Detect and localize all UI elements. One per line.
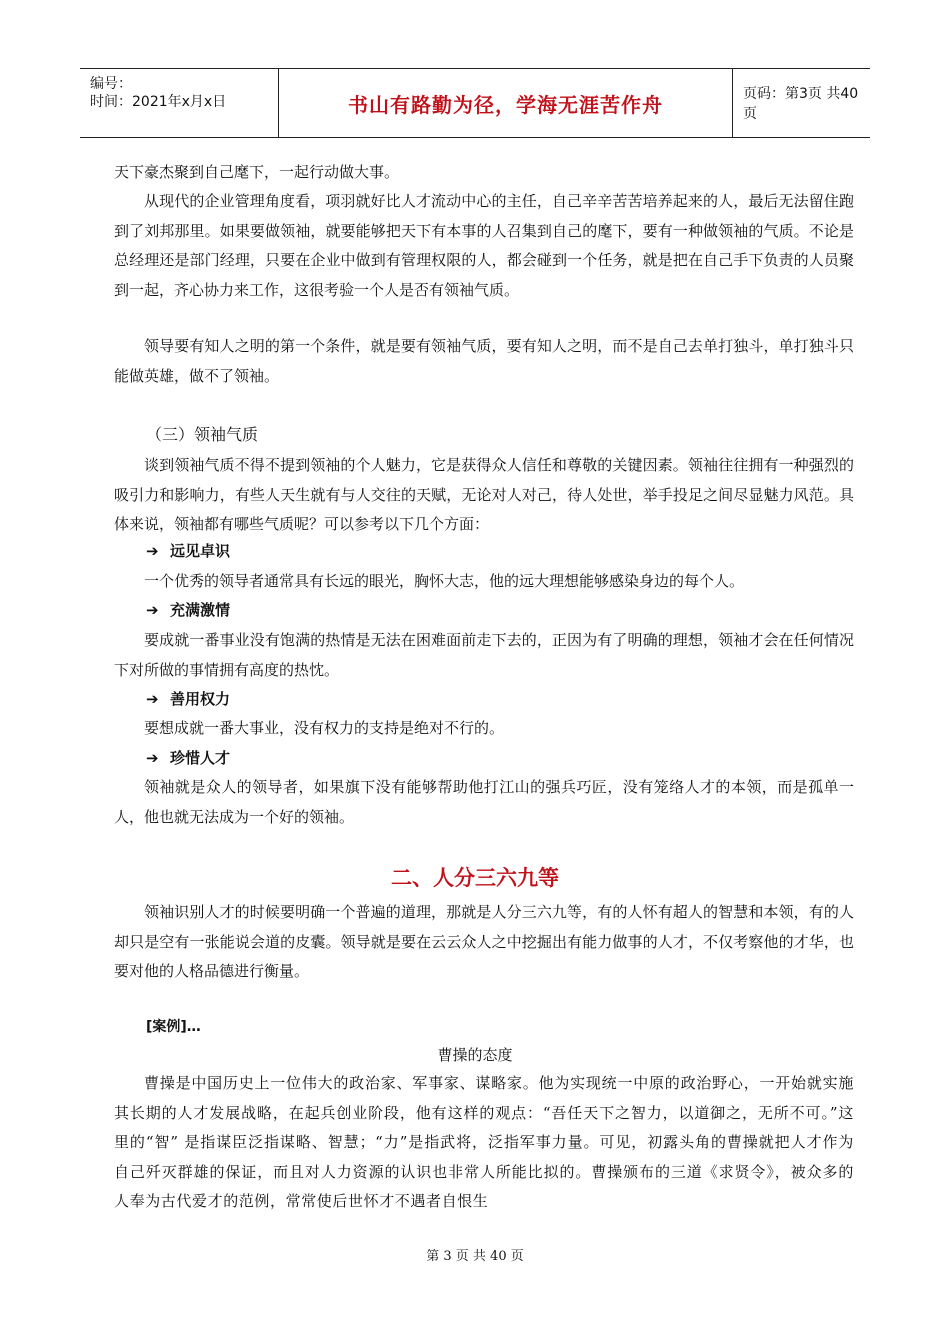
case-title: 曹操的态度 (437, 1046, 513, 1064)
header-meta-cell (80, 69, 279, 137)
bullet-text: 要成就一番事业没有饱满的热情是无法在困难面前走下去的，正因为有了明确的理想，领袖才会在任何情况下对所做的事情拥有高度的热忱。 (114, 631, 854, 679)
bullet-title: 充满激情 (170, 601, 231, 619)
header-page-cell (733, 69, 870, 137)
section-ranking-text: 领袖识别人才的时候要明确一个普遍的道理，那就是人分三六九等，有的人怀有超人的智慧和本领，有的人却只是空有一张能说会道的皮囊。领导就是要在云云众人之中挖掘出有能力做事的人才，不仅考察他的才华，也要对他的人格品德进行衡量。 (114, 903, 854, 980)
bullet-text: 一个优秀的领导者通常具有长远的眼光，胸怀大志，他的远大理想能够感染身边的每个人。 (144, 572, 745, 590)
arrow-right-icon: ➔ (146, 600, 159, 619)
motto: 书山有路勤为径，学海无涯苦作舟 (348, 92, 663, 117)
page-footer: 第 3 页 共 40 页 (426, 1249, 524, 1264)
bullet-item-power (146, 688, 230, 709)
paragraph-1: 天下豪杰聚到自己麾下，一起行动做大事。 (114, 163, 400, 181)
bullet-text: 要想成就一番大事业，没有权力的支持是绝对不行的。 (144, 719, 505, 737)
case-text: 曹操是中国历史上一位伟大的政治家、军事家、谋略家。他为实现统一中原的政治野心，一开始就实施其长期的人才发展战略，在起兵创业阶段，他有这样的观点：“吾任天下之智力，以道御之，无所不可。”这里的“智” 是指谋臣泛指谋略、智慧；“力”是指武将，泛指军事力量。可见，初露头角的曹操就把人才作为自己歼灭群雄的保证，而且对人力资源的认识也非常人所能比拟的。曹操颁布的三道《求贤令》，被众多的人奉为古代爱才的范例，常常使后世怀才不遇者自恨生 (114, 1074, 854, 1210)
page-code: 页码：第3页 共40页 (743, 86, 859, 122)
bullet-item-vision (146, 540, 230, 561)
arrow-right-icon: ➔ (146, 541, 159, 560)
bullet-text: 领袖就是众人的领导者，如果旗下没有能够帮助他打江山的强兵巧匠，没有笼络人才的本领，而是孤单一人，他也就无法成为一个好的领袖。 (114, 778, 854, 826)
header-motto-cell (279, 69, 733, 137)
bullet-item-talent (146, 747, 230, 768)
page-header (80, 68, 870, 138)
case-label: [案例]… (146, 1019, 201, 1035)
bullet-title: 善用权力 (170, 690, 231, 708)
arrow-right-icon: ➔ (146, 748, 159, 767)
serial-label: 编号： (90, 76, 132, 92)
section-heading-leader-temperament: （三）领袖气质 (146, 425, 259, 444)
paragraph-2: 从现代的企业管理角度看，项羽就好比人才流动中心的主任，自己辛辛苦苦培养起来的人，最后无法留住跑到了刘邦那里。如果要做领袖，就要能够把天下有本事的人召集到自己的麾下，要有一种做领袖的气质。不论是总经理还是部门经理，只要在企业中做到有管理权限的人，都会碰到一个任务，就是把在自己手下负责的人员聚到一起，齐心协力来工作，这很考验一个人是否有领袖气质。 (114, 192, 854, 299)
time-line: 时间：2021年x月x日 (90, 94, 227, 110)
paragraph-3: 领导要有知人之明的第一个条件，就是要有领袖气质，要有知人之明，而不是自己去单打独斗，单打独斗只能做英雄，做不了领袖。 (114, 337, 854, 385)
section-intro: 谈到领袖气质不得不提到领袖的个人魅力，它是获得众人信任和尊敬的关键因素。领袖往往拥有一种强烈的吸引力和影响力，有些人天生就有与人交往的天赋，无论对人对己，待人处世，举手投足之间尽显魅力风范。具体来说，领袖都有哪些气质呢？可以参考以下几个方面： (114, 456, 854, 533)
section-heading-ranking: 二、人分三六九等 (391, 866, 559, 890)
bullet-title: 远见卓识 (170, 542, 231, 560)
arrow-right-icon: ➔ (146, 689, 159, 708)
bullet-title: 珍惜人才 (170, 749, 231, 767)
bullet-item-passion (146, 599, 230, 620)
